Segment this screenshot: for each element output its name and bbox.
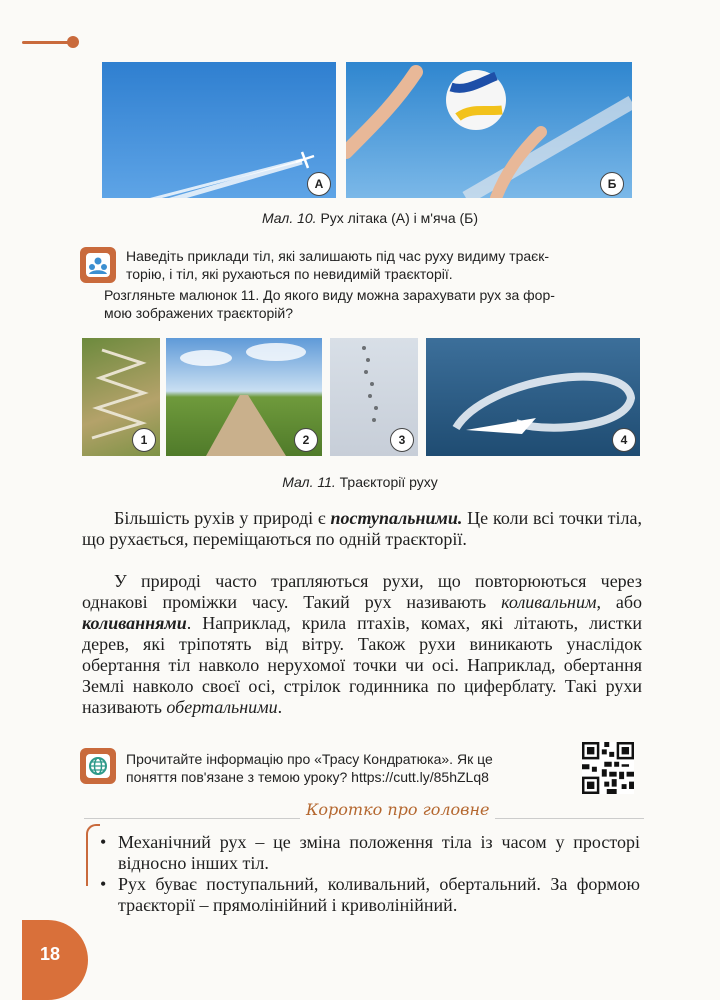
term-rotational: обертальними: [166, 697, 278, 717]
figure10-caption-prefix: Мал. 10.: [261, 210, 317, 226]
footprints-photo: [330, 338, 418, 456]
task2-line2: поняття пов'язане з темою уроку? https://cutt.ly/85hZLq8: [126, 769, 489, 785]
term-translational: поступальними.: [330, 508, 463, 528]
header-rule: [22, 41, 70, 44]
speedboat-icon: [426, 338, 640, 456]
figure11-caption-prefix: Мал. 11.: [282, 474, 336, 490]
volleyball-icon: [346, 62, 632, 198]
figure10-caption-text: Рух літака (А) і м'яча (Б): [316, 210, 479, 226]
p2-text-b: , або: [596, 592, 642, 612]
photo-a-badge: А: [307, 172, 331, 196]
photo-b-badge: Б: [600, 172, 624, 196]
figure11-caption: [230, 474, 490, 490]
page-number: 18: [39, 944, 61, 964]
task1-line2: торію, і тіл, які рухаються по невидимій траєкторії.: [126, 266, 453, 282]
photo-4-badge: 4: [612, 428, 636, 452]
p2-text-c: . Наприклад, крила птахів, комах, які літають, листки дерев, які тріпотять від вітру. Також рухи виникають унаслідок обертання тіл навколо нерухомої точки чи осі. Наприклад, обертання Землі навколо своєї осі, стрілок годинника по циферблату. Такі рухи називають: [82, 613, 642, 717]
term-oscillatory: коливальним: [501, 592, 597, 612]
photo-1-badge: 1: [132, 428, 156, 452]
term-oscillations: коливаннями: [82, 613, 187, 633]
summary-bracket: [86, 824, 100, 886]
figure10-caption: [180, 210, 560, 226]
header-dot: [67, 36, 79, 48]
p2-text-a: У природі часто трапляються рухи, що повторюються через однакові проміжки часу. Такий рух називають: [82, 571, 642, 612]
airplane-photo: [102, 62, 336, 198]
straight-road-photo: [166, 338, 322, 456]
figure11-caption-text: Траєкторії руху: [335, 474, 438, 490]
paragraph-translational: [82, 508, 642, 550]
task2-line1: Прочитайте інформацію про «Трасу Кондратюка». Як це: [126, 751, 493, 767]
task1-line1: Наведіть приклади тіл, які залишають під час руху видиму траєк-: [126, 248, 550, 264]
volleyball-photo: [346, 62, 632, 198]
task1-line3: Розгляньте малюнок 11. До якого виду можна зарахувати рух за фор-: [104, 287, 555, 303]
globe-internet-icon: [80, 748, 116, 784]
photo-3-badge: 3: [390, 428, 414, 452]
summary-title: Коротко про головне: [300, 800, 495, 819]
summary-item: • Механічний рух – це зміна положення тіла із часом у просторі відносно інших тіл.: [100, 832, 640, 874]
paragraph-oscillation: [82, 571, 642, 718]
p2-text-d: .: [277, 697, 283, 717]
photo-2-badge: 2: [294, 428, 318, 452]
summary-list: [100, 832, 640, 916]
qr-code-icon[interactable]: [582, 742, 634, 794]
group-work-icon: [80, 247, 116, 283]
airplane-contrail-icon: [102, 62, 336, 198]
p1-text-a: Більшість рухів у природі є: [114, 508, 331, 528]
task1-line4: мою зображених траєкторій?: [104, 305, 293, 321]
summary-item: • Рух буває поступальний, коливальний, обертальний. За формою траєкторії – прямолінійний і криволінійний.: [100, 874, 640, 916]
speedboat-photo: [426, 338, 640, 456]
p1-text-b: Це коли всі точки тіла, що рухається, переміщаються по одній траєкторії.: [82, 508, 642, 549]
serpentine-road-photo: [82, 338, 160, 456]
